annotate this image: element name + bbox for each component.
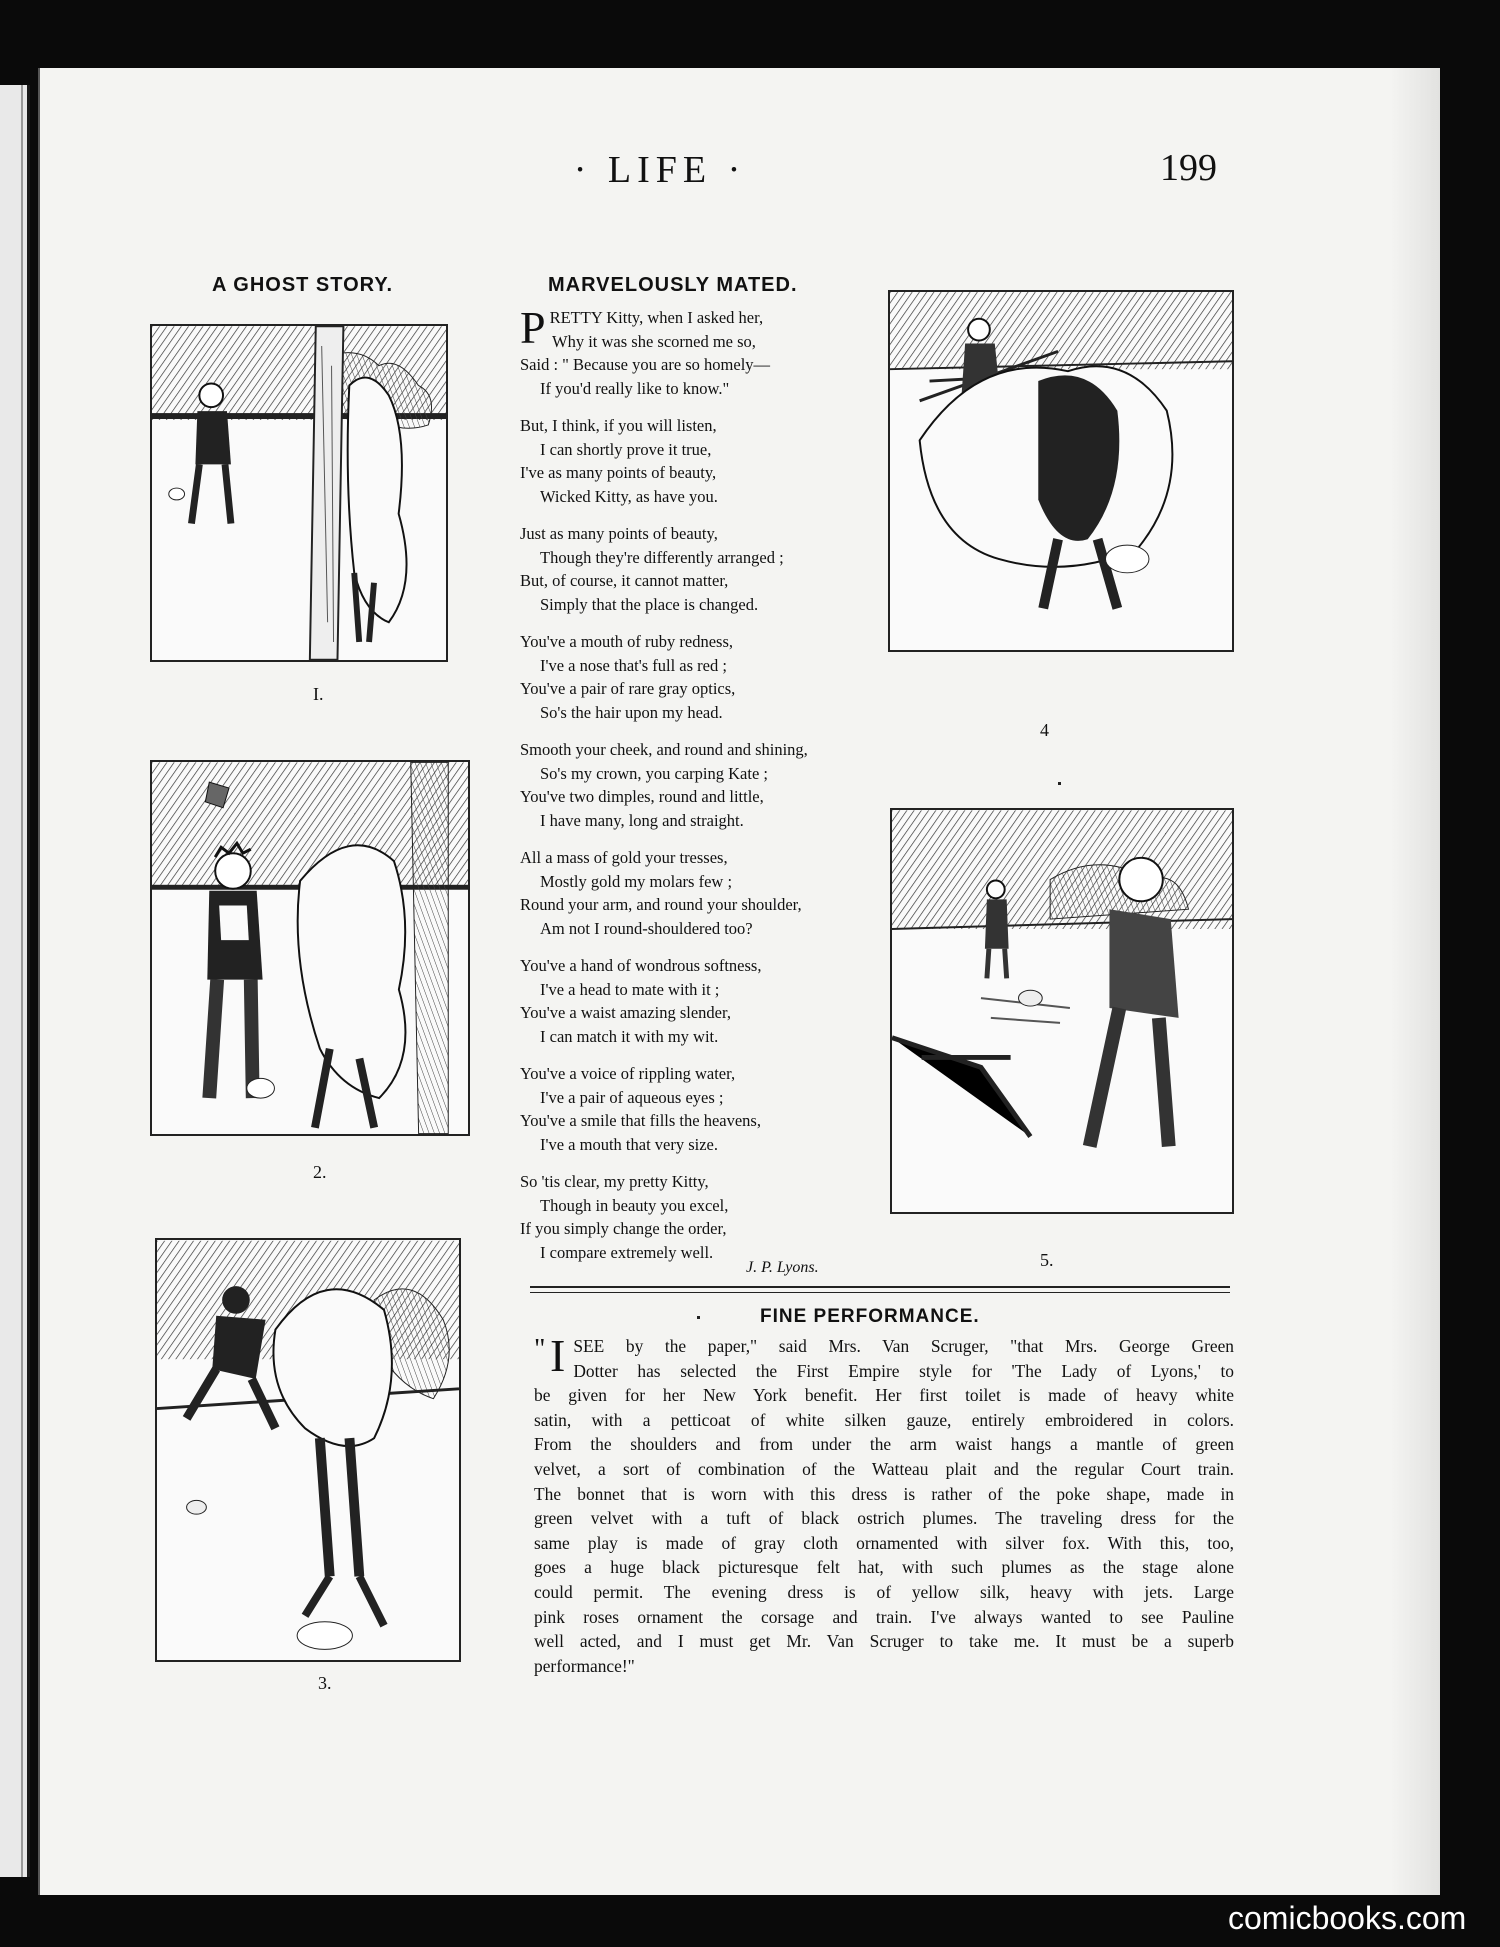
poem-signature: J. P. Lyons. — [746, 1259, 819, 1276]
man-walking-away-illustration — [892, 810, 1232, 1212]
illustration-panel-1 — [150, 324, 448, 662]
poem-line: But, of course, it cannot matter, — [520, 571, 729, 590]
stanza — [520, 1062, 880, 1156]
poem-line: I've as many points of beauty, — [520, 463, 717, 482]
poem-line: You've a pair of rare gray optics, — [520, 679, 736, 698]
paragraph-line: SEE by the paper," said Mrs. Van Scruger, "that Mrs. George Green — [573, 1336, 1234, 1356]
paragraph-line: satin, with a petticoat of white silken gauze, entirely embroidered in colors. — [534, 1409, 1234, 1430]
site-watermark: comicbooks.com — [1228, 1900, 1467, 1936]
fine-performance-body — [534, 1330, 1234, 1678]
poem-line: I have many, long and straight. — [540, 810, 744, 830]
poem-line: I've a nose that's full as red ; — [540, 655, 727, 675]
poem-title: MARVELOUSLY MATED. — [548, 274, 798, 296]
poem-line: Wicked Kitty, as have you. — [540, 486, 718, 506]
poem-line: I can match it with my wit. — [540, 1026, 719, 1046]
ghost-revealed-illustration — [890, 292, 1232, 650]
poem-line: RETTY Kitty, when I asked her, — [549, 308, 764, 327]
poem-line: I can shortly prove it true, — [540, 439, 712, 459]
poem-line: Round your arm, and round your shoulder, — [520, 895, 802, 914]
panel-label-4: 4 — [1040, 720, 1049, 740]
stanza — [520, 1170, 880, 1264]
boy-frightened-illustration — [152, 762, 468, 1134]
illustration-panel-3 — [155, 1238, 461, 1662]
section-divider — [530, 1286, 1230, 1288]
paragraph-line: well acted, and I must get Mr. Van Scruger to take me. It must be a superb — [534, 1631, 1234, 1652]
poem-line: You've two dimples, round and little, — [520, 787, 764, 806]
section-divider — [530, 1292, 1230, 1293]
poem-body — [520, 302, 880, 1278]
poem-line: Just as many points of beauty, — [520, 524, 718, 543]
poem-line: If you simply change the order, — [520, 1219, 727, 1238]
fine-performance-title: FINE PERFORMANCE. — [760, 1306, 980, 1327]
poem-line: Am not I round-shouldered too? — [540, 918, 753, 938]
paragraph-line: be given for her New York benefit. Her first toilet is made of heavy white — [534, 1385, 1234, 1406]
poem-line: I compare extremely well. — [540, 1242, 714, 1262]
panel-label-2: 2. — [313, 1162, 327, 1182]
page-number: 199 — [1160, 147, 1217, 189]
drop-cap: P — [520, 302, 546, 353]
stanza — [520, 738, 880, 832]
poem-line: So 'tis clear, my pretty Kitty, — [520, 1172, 709, 1191]
stanza — [520, 846, 880, 940]
poem-line: So's the hair upon my head. — [540, 702, 723, 722]
paragraph-line: could permit. The evening dress is of yellow silk, heavy with jets. Large — [534, 1581, 1234, 1602]
stanza — [520, 522, 880, 616]
poem-line: You've a mouth of ruby redness, — [520, 632, 734, 651]
poem-line: But, I think, if you will listen, — [520, 416, 717, 435]
illustration-panel-2 — [150, 760, 470, 1136]
illustration-panel-5 — [890, 808, 1234, 1214]
poem-line: Though in beauty you excel, — [540, 1195, 729, 1215]
drop-cap: I — [550, 1330, 566, 1381]
poem-line: Though they're differently arranged ; — [540, 547, 784, 567]
poem-line: Smooth your cheek, and round and shining, — [520, 740, 808, 759]
poem-line: If you'd really like to know." — [540, 378, 730, 398]
paragraph-line: goes a huge black picturesque felt hat, with such plumes as the stage alone — [534, 1557, 1234, 1578]
illustration-panel-4 — [888, 290, 1234, 652]
poem-line: Simply that the place is changed. — [540, 594, 759, 614]
poem-line: You've a hand of wondrous softness, — [520, 956, 762, 975]
magazine-title: · LIFE · — [573, 149, 747, 191]
poem-line: You've a voice of rippling water, — [520, 1064, 736, 1083]
paragraph-line: performance!" — [534, 1655, 635, 1676]
panel-label-3: 3. — [318, 1673, 332, 1693]
paragraph-line: velvet, a sort of combination of the Watteau plait and the regular Court train. — [534, 1458, 1234, 1479]
poem-line: You've a waist amazing slender, — [520, 1003, 731, 1022]
paragraph-line: Dotter has selected the First Empire style for 'The Lady of Lyons,' to — [573, 1360, 1234, 1381]
print-speck — [697, 1316, 700, 1319]
poem-line: I've a head to mate with it ; — [540, 979, 720, 999]
stanza — [520, 954, 880, 1048]
adjacent-page-edge — [0, 85, 30, 1877]
paragraph-line: pink roses ornament the corsage and train. I've always wanted to see Pauline — [534, 1606, 1234, 1627]
poem-line: Why it was she scorned me so, — [552, 331, 756, 351]
poem-line: So's my crown, you carping Kate ; — [540, 763, 768, 783]
stanza — [520, 302, 880, 400]
poem-line: I've a pair of aqueous eyes ; — [540, 1087, 724, 1107]
open-quote: " — [534, 1334, 546, 1365]
poem-line: Mostly gold my molars few ; — [540, 871, 733, 891]
print-speck — [1058, 782, 1061, 785]
ghost-story-title: A GHOST STORY. — [212, 274, 394, 296]
paragraph-line: same play is made of gray cloth ornamented with silver fox. With this, too, — [534, 1532, 1234, 1553]
paragraph-line: green velvet with a tuft of black ostrich plumes. The traveling dress for the — [534, 1508, 1234, 1529]
panel-label-5: 5. — [1040, 1250, 1054, 1270]
ghost-running-illustration — [157, 1240, 459, 1660]
poem-line: All a mass of gold your tresses, — [520, 848, 728, 867]
poem-line: Said : " Because you are so homely— — [520, 355, 771, 374]
stanza — [520, 414, 880, 508]
paragraph-line: From the shoulders and from under the arm waist hangs a mantle of green — [534, 1434, 1234, 1455]
ghost-hiding-illustration — [152, 326, 446, 660]
stanza — [520, 630, 880, 724]
poem-line: I've a mouth that very size. — [540, 1134, 718, 1154]
paragraph-line: The bonnet that is worn with this dress is rather of the poke shape, made in — [534, 1483, 1234, 1504]
page-shadow — [1390, 68, 1440, 1895]
panel-label-1: I. — [313, 684, 324, 704]
poem-line: You've a smile that fills the heavens, — [520, 1111, 761, 1130]
